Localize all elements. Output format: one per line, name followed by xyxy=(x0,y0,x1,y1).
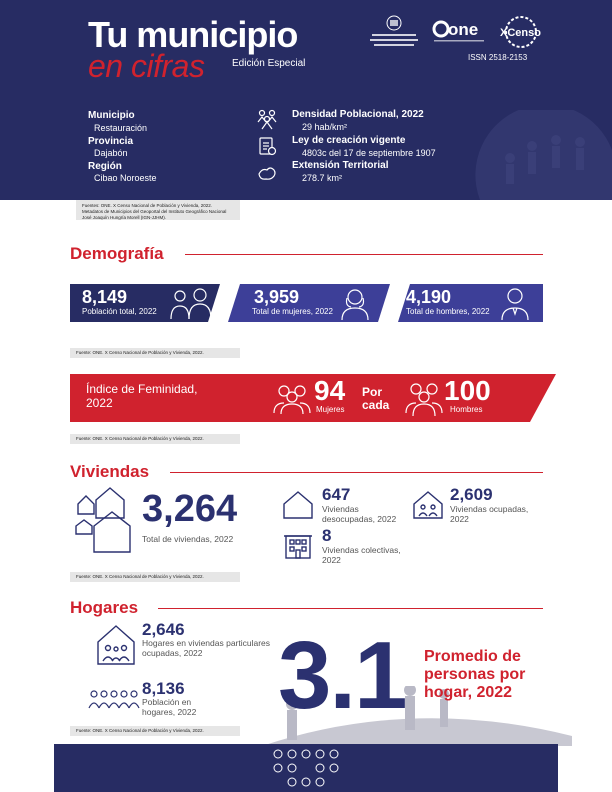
one-logo-icon xyxy=(432,18,488,46)
ocupadas-label: Viviendas ocupadas, 2022 xyxy=(450,504,529,524)
provincia-value: Dajabón xyxy=(94,148,128,158)
region-label: Región xyxy=(88,161,122,172)
dots-pattern-icon xyxy=(270,748,344,788)
promedio-value: 3.1 xyxy=(278,622,406,729)
feminidad-label: Índice de Feminidad, 2022 xyxy=(86,382,198,410)
family-icon xyxy=(168,286,214,320)
population-total-label: Población total, 2022 xyxy=(82,307,157,316)
population-group-icon xyxy=(88,688,140,710)
viviendas-title: Viviendas xyxy=(70,462,150,481)
fem-hombres-value: 100 xyxy=(444,375,491,406)
colectivas-value: 8 xyxy=(322,526,332,545)
demografia-divider xyxy=(185,254,543,255)
hogares-title: Hogares xyxy=(70,598,139,617)
one-logo-text: one xyxy=(448,20,479,39)
mujeres-label: Total de mujeres, 2022 xyxy=(252,307,333,316)
government-logo xyxy=(362,14,426,52)
territory-map-icon xyxy=(256,162,278,184)
issn-label: ISSN 2518-2153 xyxy=(468,53,528,62)
viviendas-total-value: 3,264 xyxy=(142,488,238,530)
fem-mujeres-label: Mujeres xyxy=(316,405,345,414)
law-value: 4803c del 17 de septiembre 1907 xyxy=(302,148,436,158)
government-seal-icon xyxy=(362,14,426,52)
por-cada-label: Por cada xyxy=(362,385,390,412)
extension-value: 278.7 km² xyxy=(302,173,343,183)
feminidad-source: Fuente: ONE. X Censo Nacional de Población y Vivienda, 2022. xyxy=(70,434,240,444)
extension-label: Extensión Territorial xyxy=(292,160,389,171)
viviendas-divider xyxy=(170,472,543,473)
ocupadas-value: 2,609 xyxy=(450,485,493,504)
collective-housing-icon xyxy=(282,530,314,560)
men-group-icon xyxy=(404,380,444,416)
hogares-source: Fuente: ONE. X Censo Nacional de Población y Vivienda, 2022. xyxy=(70,726,240,736)
woman-icon xyxy=(340,286,370,320)
poblacion-hogares-label: Población en hogares, 2022 xyxy=(142,697,197,717)
desocupadas-label: Viviendas desocupadas, 2022 xyxy=(322,504,397,524)
hogares-value: 2,646 xyxy=(142,620,185,639)
law-label: Ley de creación vigente xyxy=(292,135,406,146)
provincia-label: Provincia xyxy=(88,136,134,147)
viviendas-total-label: Total de viviendas, 2022 xyxy=(142,534,234,544)
hombres-label: Total de hombres, 2022 xyxy=(406,307,490,316)
one-logo xyxy=(432,18,488,46)
title-line2: en cifras xyxy=(88,48,205,84)
censo-logo-text: XCenso xyxy=(500,27,541,39)
law-document-icon xyxy=(256,135,278,157)
fem-hombres-label: Hombres xyxy=(450,405,483,414)
header-source-line2: Metadatos de Municipios del Geoportal del Instituto Geográfico Nacional José Joaquín Hungría Morell (IGN-JJHM). xyxy=(82,209,227,220)
density-label: Densidad Poblacional, 2022 xyxy=(292,109,424,120)
poblacion-hogares-value: 8,136 xyxy=(142,679,185,698)
municipio-label: Municipio xyxy=(88,110,135,121)
man-icon xyxy=(500,286,530,320)
mujeres-value: 3,959 xyxy=(254,287,300,307)
women-group-icon xyxy=(272,382,312,414)
header-source-line1: Fuentes: ONE. X Censo Nacional de Población y Vivienda, 2022. xyxy=(82,203,212,208)
population-density-icon xyxy=(256,108,278,130)
fem-mujeres-value: 94 xyxy=(314,375,346,406)
household-family-icon xyxy=(96,624,136,666)
people-arc-decoration xyxy=(470,110,612,200)
region-value: Cibao Noroeste xyxy=(94,173,157,183)
houses-icon xyxy=(74,486,136,554)
hogares-divider xyxy=(158,608,543,609)
empty-house-icon xyxy=(282,490,314,520)
density-value: 29 hab/km² xyxy=(302,122,348,132)
censo-logo xyxy=(497,14,541,50)
demografia-source: Fuente: ONE. X Censo Nacional de Población y Vivienda, 2022. xyxy=(70,348,240,358)
hogares-label: Hogares en viviendas particulares ocupadas, 2022 xyxy=(142,638,271,658)
colectivas-label: Viviendas colectivas, 2022 xyxy=(322,545,401,565)
occupied-house-icon xyxy=(412,490,444,520)
promedio-label: Promedio de personas por hogar, 2022 xyxy=(424,648,526,701)
municipio-value: Restauración xyxy=(94,123,148,133)
censo-logo-icon xyxy=(497,14,541,50)
title-line1: Tu municipio xyxy=(88,14,298,55)
hombres-value: 4,190 xyxy=(406,287,452,307)
desocupadas-value: 647 xyxy=(322,485,351,504)
demografia-bands xyxy=(70,284,543,322)
header-source xyxy=(76,200,240,220)
demografia-title: Demografía xyxy=(70,244,164,263)
population-total-value: 8,149 xyxy=(82,287,128,307)
edition-label: Edición Especial xyxy=(232,58,306,69)
viviendas-source: Fuente: ONE. X Censo Nacional de Población y Vivienda, 2022. xyxy=(70,572,240,582)
